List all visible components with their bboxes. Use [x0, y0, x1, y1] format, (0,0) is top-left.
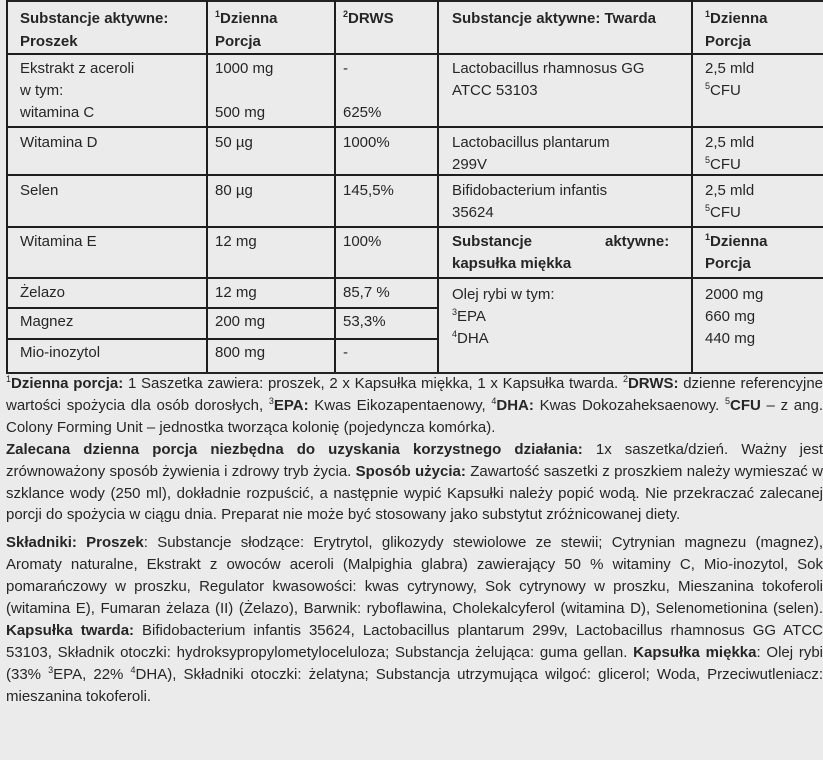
divider [437, 174, 823, 176]
probiotic-gg-name2: ATCC 53103 [452, 82, 538, 99]
divider [437, 277, 823, 279]
label-notes [6, 373, 823, 708]
right-header-substance: Substancje aktywne: Twarda [452, 10, 656, 27]
divider [691, 0, 693, 372]
row-acerola-dose2: 500 mg [215, 104, 266, 121]
right-header-dose: $^1$Dzienna Porcja [705, 9, 768, 50]
row-inositol-name: Mio-inozytol [20, 344, 101, 361]
left-header-drws: $^2$DRWS [343, 9, 394, 27]
probiotic-infantis-name1: Bifidobacterium infantis [452, 182, 608, 199]
probiotic-infantis-unit: $^5$CFU [705, 203, 741, 221]
divider [6, 277, 437, 279]
divider [206, 0, 208, 372]
divider [6, 338, 437, 340]
divider [437, 126, 823, 128]
row-acerola-drws: - [343, 60, 348, 77]
softgel-header-dose1: $^1$Dzienna [705, 232, 768, 250]
probiotic-infantis-name2: 35624 [452, 204, 494, 221]
row-acerola-sub2: witamina C [20, 104, 95, 121]
row-inositol-drws: - [343, 344, 348, 361]
divider [6, 174, 437, 176]
softgel-header-line2: kapsułka miękka [452, 255, 572, 272]
divider [6, 126, 437, 128]
epa-dose: 660 mg [705, 308, 756, 325]
row-iron-dose: 12 mg [215, 284, 257, 301]
row-inositol-dose: 800 mg [215, 344, 266, 361]
row-vitd-name: Witamina D [20, 134, 98, 151]
row-vitd-dose: 50 µg [215, 134, 253, 151]
row-acerola-name: Ekstrakt z aceroli [20, 60, 135, 77]
probiotic-plantarum-name1: Lactobacillus plantarum [452, 134, 610, 151]
fish-oil-epa: $^3$EPA [452, 307, 486, 325]
probiotic-infantis-dose: 2,5 mld [705, 182, 755, 199]
divider [334, 0, 336, 372]
row-selen-drws: 145,5% [343, 182, 394, 199]
dosage-instructions: Zalecana dzienna porcja niezbędna do uzyskania korzystnego działania: 1x saszetka/dzień. Ważny jest zrównoważony sposób żywienia i zdrowy tryb życia. Sposób użycia: Zawartość saszetki z proszkiem należy wymieszać w szklance wody (250 ml), dokładnie rozpuścić, a następnie wypić Kapsułki należy popić wodą. Nie przekraczać zalecanej porcji do spożycia w ciągu dnia. Preparat nie może być stosowany jako substytut zróżnicowanej diety. [6, 440, 823, 524]
row-vite-name: Witamina E [20, 233, 97, 250]
softgel-header-word2: aktywne: [605, 233, 670, 250]
left-header-dose: $^1$Dzienna Porcja [215, 9, 278, 50]
footnote-definitions: $^1$Dzienna porcja: 1 Saszetka zawiera: proszek, 2 x Kapsułka miękka, 1 x Kapsułka twarda. $^2$DRWS: dzienne referencyjne wartości spożycia dla osób dorosłych, $^3$EPA: Kwas Eikozapentaenowy, $^4$DHA: Kwas Dokozaheksaenowy. $^5$CFU – z ang. Colony Forming Unit – jednostka tworząca kolonię (pojedyncza komórka). [6, 374, 823, 436]
dha-dose: 440 mg [705, 330, 756, 347]
softgel-header-dose2: Porcja [705, 255, 751, 272]
row-magnesium-dose: 200 mg [215, 313, 266, 330]
row-iron-name: Żelazo [20, 284, 66, 301]
divider [6, 0, 8, 372]
row-selen-name: Selen [20, 182, 59, 199]
probiotic-plantarum-dose: 2,5 mld [705, 134, 755, 151]
probiotic-gg-dose: 2,5 mld [705, 60, 755, 77]
row-acerola-dose: 1000 mg [215, 60, 274, 77]
probiotic-gg-unit: $^5$CFU [705, 81, 741, 99]
row-iron-drws: 85,7 % [343, 284, 390, 301]
row-magnesium-name: Magnez [20, 313, 74, 330]
divider [6, 307, 437, 309]
divider [6, 226, 437, 228]
divider [437, 0, 439, 372]
row-magnesium-drws: 53,3% [343, 313, 386, 330]
row-selen-dose: 80 µg [215, 182, 253, 199]
fish-oil-dha: $^4$DHA [452, 329, 489, 347]
left-header-substance: Substancje aktywne: Proszek [20, 10, 169, 50]
fish-oil-name: Olej rybi w tym: [452, 286, 555, 303]
divider [437, 226, 823, 228]
row-vitd-drws: 1000% [343, 134, 390, 151]
ingredients: Składniki: Proszek: Substancje słodzące: Erytrytol, glikozydy stewiolowe ze stewii; Cytrynian magnezu (magnez), Aromaty naturalne, Ekstrakt z owoców aceroli (Malpighia glabra) zawierający 50 % witaminy C, Mio-inozytol, Sok pomarańczowy w proszku, Regulator kwasowości: kwas cytrynowy, Sok cytrynowy w proszku, Mieszanina tokoferoli (witamina E), Fumaran żelaza (II) (Żelazo), Barwnik: ryboflawina, Cholekalcyferol (witamina D), Selenometionina (selen). Kapsułka twarda: Bifidobacterium infantis 35624, Lactobacillus plantarum 299v, Lactobacillus rhamnosus GG ATCC 53103, Składnik otoczki: hydroksypropylometyloceluloza; Substancja żelująca: guma gellan. Kapsułka miękka: Olej rybi (33% $^3$EPA, 22% $^4$DHA), Składniki otoczki: żelatyna; Substancja utrzymująca wilgoć: glicerol; Woda, Przeciwutleniacz: mieszanina tokoferoli. [6, 534, 823, 705]
row-vite-dose: 12 mg [215, 233, 257, 250]
nutrition-table [6, 0, 823, 374]
probiotic-plantarum-unit: $^5$CFU [705, 155, 741, 173]
row-acerola-drws2: 625% [343, 104, 382, 121]
probiotic-plantarum-name2: 299V [452, 156, 488, 173]
probiotic-gg-name1: Lactobacillus rhamnosus GG [452, 60, 645, 77]
fish-oil-dose: 2000 mg [705, 286, 764, 303]
row-vite-drws: 100% [343, 233, 382, 250]
row-acerola-sub1: w tym: [20, 82, 64, 99]
divider [6, 53, 437, 55]
softgel-header-word1: Substancje [452, 233, 533, 250]
divider [437, 53, 823, 55]
